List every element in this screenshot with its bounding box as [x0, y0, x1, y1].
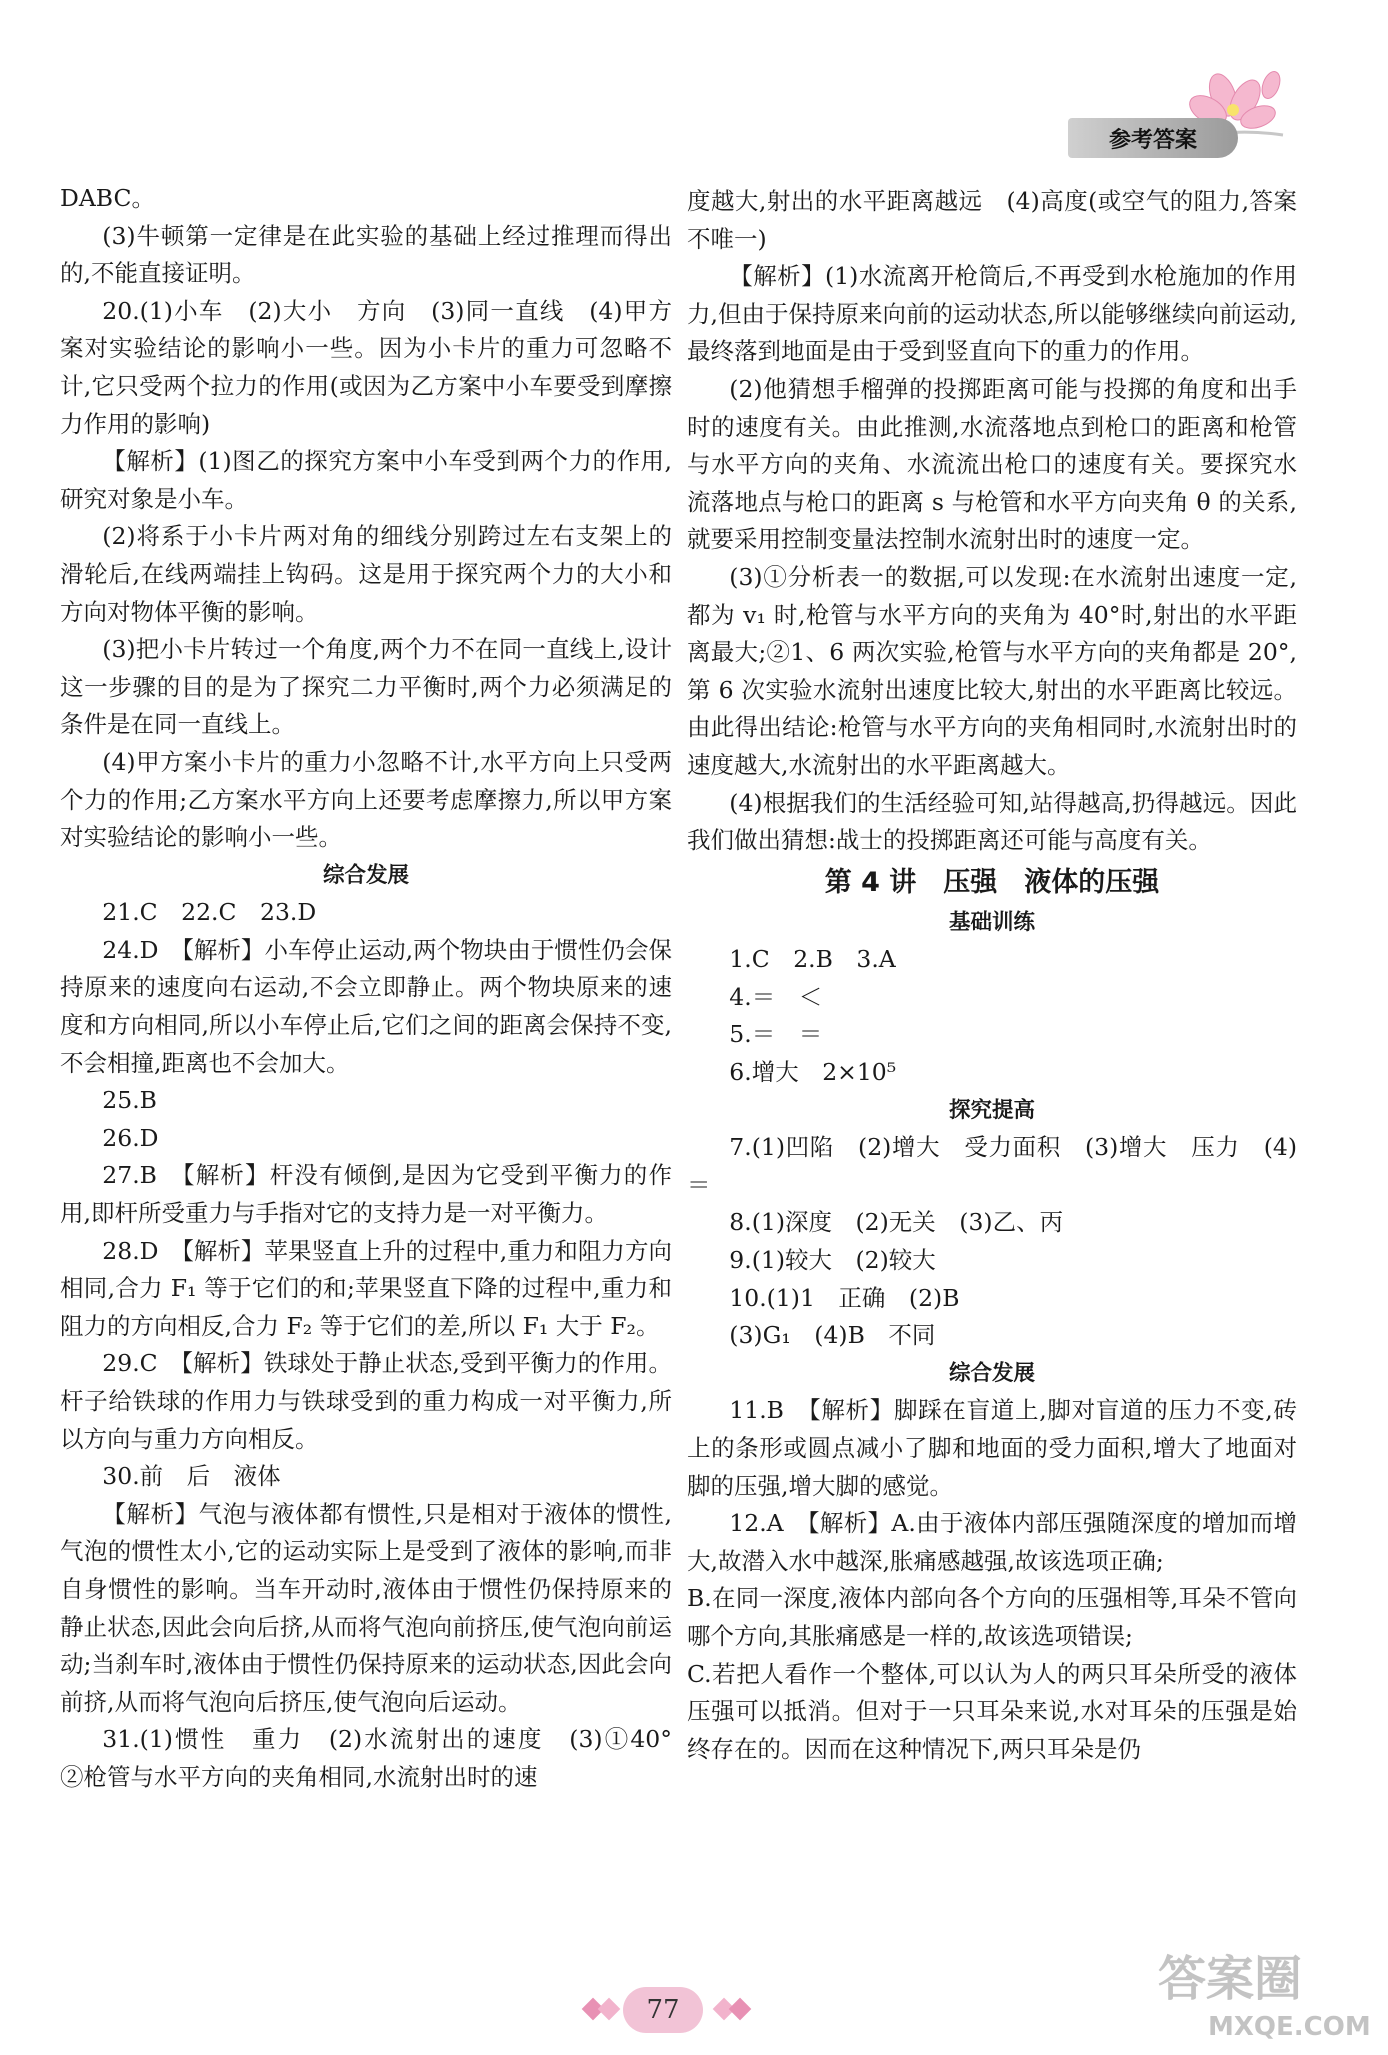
answer-paragraph: DABC。 [60, 184, 155, 212]
section-tag: 参考答案 [1068, 118, 1238, 158]
answer-paragraph: 【解析】(1)水流离开枪筒后,不再受到水枪施加的作用力,但由于保持原来向前的运动状态,所以能够继续向前运动,最终落到地面是由于受到竖直向下的重力的作用。 [687, 262, 1297, 366]
site-watermark [1148, 1935, 1378, 2045]
answer-paragraph: 24.D 【解析】小车停止运动,两个物块由于惯性仍会保持原来的速度向右运动,不会立即静止。两个物块原来的速度和方向相同,所以小车停止后,它们之间的距离会保持不变,不会相撞,距离也不会加大。 [60, 935, 672, 1077]
answer-paragraph: (4)根据我们的生活经验可知,站得越高,扔得越远。因此我们做出猜想:战士的投掷距离还可能与高度有关。 [687, 788, 1297, 855]
answer-paragraph: (3)①分析表一的数据,可以发现:在水流射出速度一定,都为 v₁ 时,枪管与水平方向的夹角为 40°时,射出的水平距离最大;②1、6 两次实验,枪管与水平方向的夹角都是 20°,第 6 次实验水流射出速度比较大,射出的水平距离比较远。由此得出结论:枪管与水平方向的夹角相同时,水流射出时的速度越大,水流射出的水平距离越大。 [687, 562, 1297, 779]
diamond-icon [598, 1998, 621, 2021]
section-heading: 探究提高 [948, 1097, 1035, 1123]
section-heading: 综合发展 [322, 862, 409, 888]
section-heading: 基础训练 [948, 909, 1035, 935]
answer-paragraph: (3)G₁ (4)B 不同 [729, 1321, 936, 1350]
answer-paragraph: 26.D [102, 1123, 159, 1152]
answer-paragraph: (3)把小卡片转过一个角度,两个力不在同一直线上,设计这一步骤的目的是为了探究二力平衡时,两个力必须满足的条件是在同一直线上。 [60, 635, 672, 739]
answer-paragraph: 8.(1)深度 (2)无关 (3)乙、丙 [729, 1208, 1064, 1237]
answer-paragraph: 【解析】(1)图乙的探究方案中小车受到两个力的作用,研究对象是小车。 [60, 447, 672, 513]
answer-paragraph: 25.B [102, 1086, 157, 1115]
diamond-icon [729, 1998, 752, 2021]
answer-paragraph: 7.(1)凹陷 (2)增大 受力面积 (3)增大 压力 (4)＝ [687, 1133, 1297, 1199]
section-heading: 综合发展 [948, 1360, 1035, 1386]
lecture-title: 第 4 讲 压强 液体的压强 [824, 866, 1160, 898]
answer-paragraph: 5.＝ ＝ [729, 1020, 823, 1049]
watermark-url: MXQE.COM [1208, 2012, 1371, 2042]
answer-paragraph: 21.C 22.C 23.D [102, 898, 317, 927]
answer-paragraph: 31.(1)惯性 重力 (2)水流射出的速度 (3)①40° ②枪管与水平方向的夹角相同,水流射出时的速 [60, 1725, 696, 1791]
answer-paragraph: 28.D 【解析】苹果竖直上升的过程中,重力和阻力方向相同,合力 F₁ 等于它们的和;苹果竖直下降的过程中,重力和阻力的方向相反,合力 F₂ 等于它们的差,所以 F₁ 大于 F₂。 [60, 1236, 672, 1340]
answer-paragraph: 【解析】气泡与液体都有惯性,只是相对于液体的惯性,气泡的惯性太小,它的运动实际上是受到了液体的影响,而非自身惯性的影响。当车开动时,液体由于惯性仍保持原来的静止状态,因此会向后挤,从而将气泡向前挤压,使气泡向前运动;当刹车时,液体由于惯性仍保持原来的运动状态,因此会向前挤,从而将气泡向后挤压,使气泡向后运动。 [60, 1499, 672, 1716]
answer-paragraph: 4.＝ ＜ [729, 982, 823, 1011]
left-column [60, 180, 696, 1797]
answer-paragraph: 6.增大 2×10⁵ [729, 1058, 897, 1087]
page-number: 77 [623, 1987, 703, 2033]
right-column [687, 183, 1297, 1768]
answer-paragraph: (2)将系于小卡片两对角的细线分别跨过左右支架上的滑轮后,在线两端挂上钩码。这是用于探究两个力的大小和方向对物体平衡的影响。 [60, 522, 672, 626]
answer-paragraph: 12.A 【解析】A.由于液体内部压强随深度的增加而增大,故潜入水中越深,胀痛感越强,故该选项正确; [687, 1509, 1297, 1575]
answer-paragraph: (3)牛顿第一定律是在此实验的基础上经过推理而得出的,不能直接证明。 [60, 221, 672, 288]
answer-paragraph: 1.C 2.B 3.A [729, 945, 896, 974]
answer-paragraph: 27.B 【解析】杆没有倾倒,是因为它受到平衡力的作用,即杆所受重力与手指对它的支持力是一对平衡力。 [60, 1161, 672, 1228]
answer-paragraph: 11.B 【解析】脚踩在盲道上,脚对盲道的压力不变,砖上的条形或圆点减小了脚和地面的受力面积,增大了地面对脚的压强,增大脚的感觉。 [687, 1396, 1297, 1500]
answer-paragraph: 9.(1)较大 (2)较大 [729, 1246, 936, 1275]
answer-paragraph: 30.前 后 液体 [102, 1462, 281, 1491]
answer-paragraph: C.若把人看作一个整体,可以认为人的两只耳朵所受的液体压强可以抵消。但对于一只耳朵来说,水对耳朵的压强是始终存在的。因而在这种情况下,两只耳朵是仍 [687, 1659, 1297, 1763]
answer-paragraph: 度越大,射出的水平距离越远 (4)高度(或空气的阻力,答案不唯一) [687, 187, 1297, 253]
watermark-text: 答案圈 [1158, 1951, 1303, 2007]
answer-paragraph: 10.(1)1 正确 (2)B [729, 1283, 960, 1312]
answer-paragraph: (4)甲方案小卡片的重力小忽略不计,水平方向上只受两个力的作用;乙方案水平方向上还要考虑摩擦力,所以甲方案对实验结论的影响小一些。 [60, 747, 672, 852]
answer-paragraph: (2)他猜想手榴弹的投掷距离可能与投掷的角度和出手时的速度有关。由此推测,水流落地点到枪口的距离和枪管与水平方向的夹角、水流流出枪口的速度有关。要探究水流落地点与枪口的距离 s 与枪管和水平方向夹角 θ 的关系,就要采用控制变量法控制水流射出时的速度一定。 [687, 374, 1297, 554]
answer-paragraph: 29.C 【解析】铁球处于静止状态,受到平衡力的作用。杆子给铁球的作用力与铁球受到的重力构成一对平衡力,所以方向与重力方向相反。 [60, 1349, 672, 1453]
answer-paragraph: 20.(1)小车 (2)大小 方向 (3)同一直线 (4)甲方案对实验结论的影响小一些。因为小卡片的重力可忽略不计,它只受两个拉力的作用(或因为乙方案中小车要受到摩擦力作用的影响) [60, 296, 672, 438]
answer-paragraph: B.在同一深度,液体内部向各个方向的压强相等,耳朵不管向哪个方向,其胀痛感是一样的,故该选项错误; [687, 1584, 1297, 1650]
